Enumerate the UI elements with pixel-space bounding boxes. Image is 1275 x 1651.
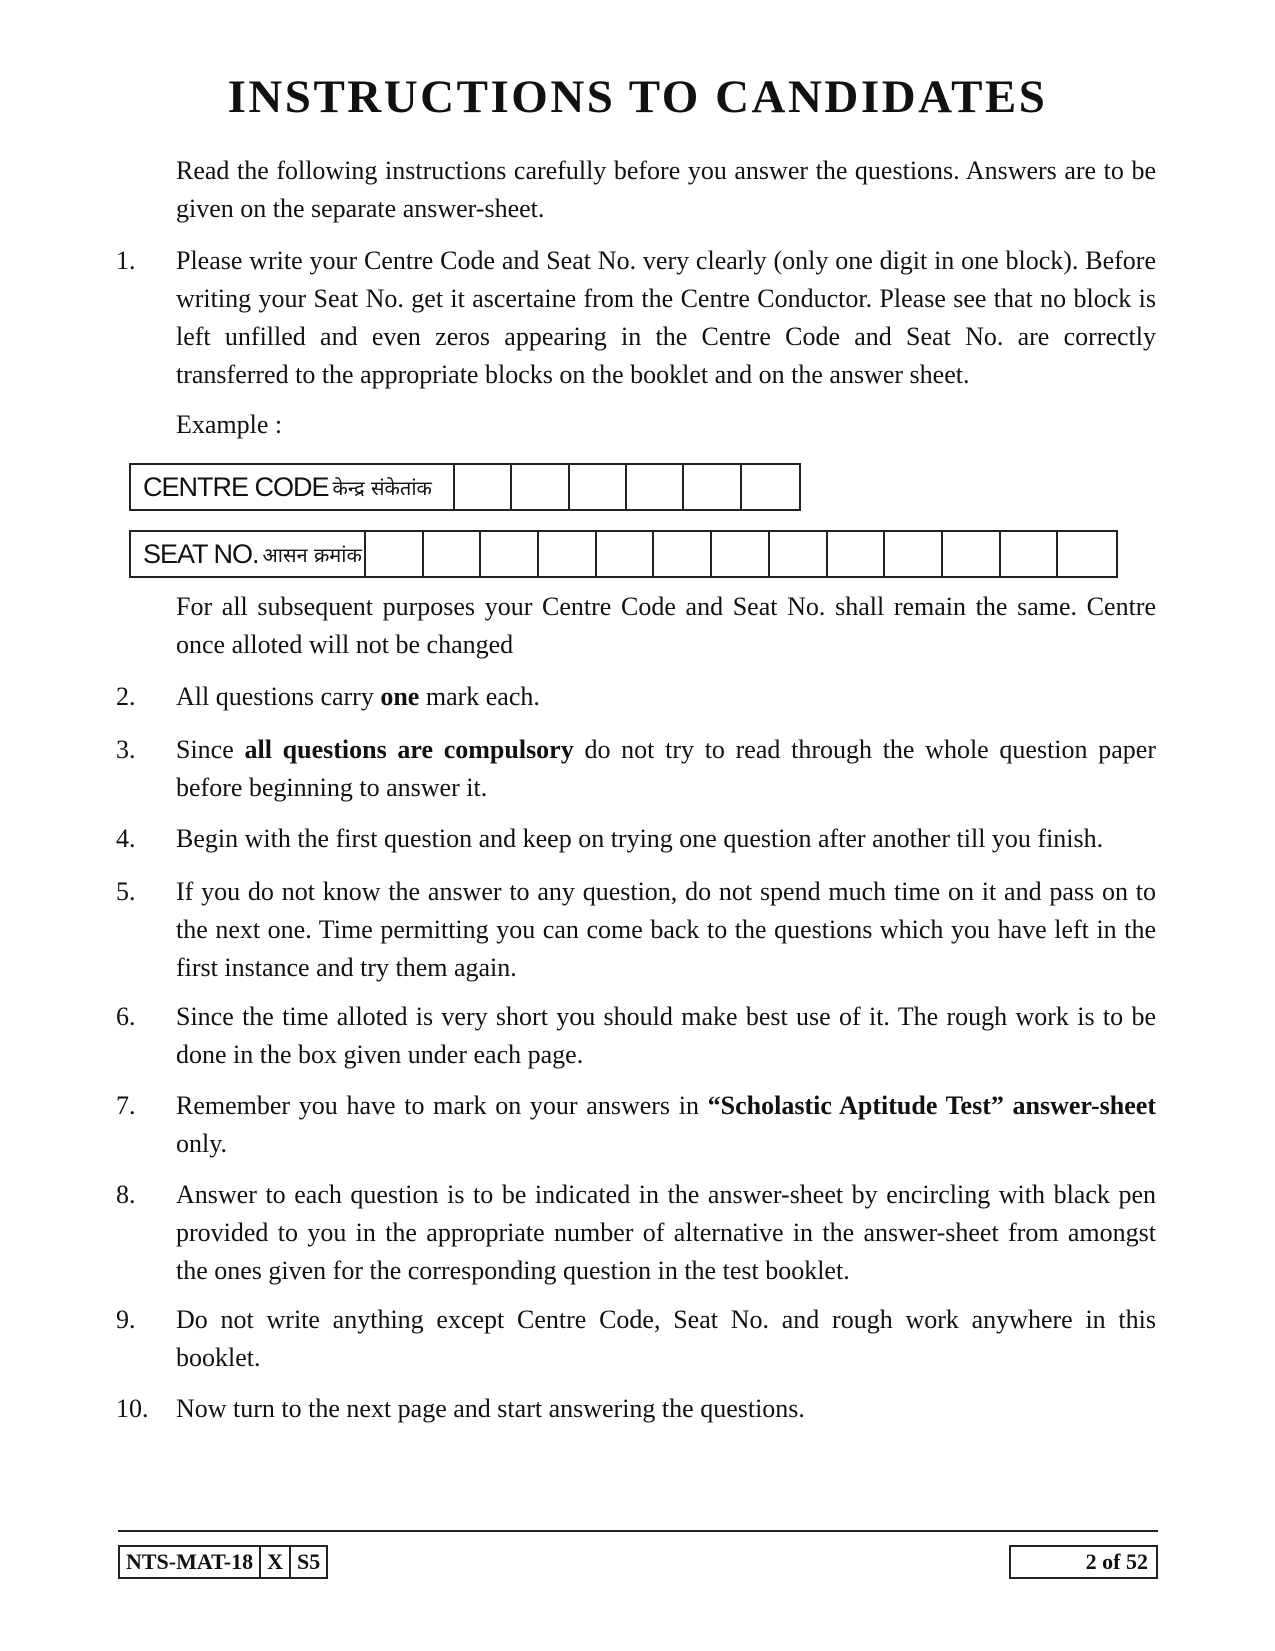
footer-paper-code bbox=[118, 1545, 328, 1579]
item-text bbox=[176, 998, 1156, 1074]
item-text-part: Please write your Centre Code and Seat No. very clearly (only one digit in one block). Before writing your Seat No. get it ascertaine from the Centre Conductor. Please see that no block is left unfilled and even zeros appearing in the Centre Code and Seat No. are correctly transferred to the appropriate blocks on the booklet and on the answer sheet. bbox=[176, 246, 1156, 389]
seat-no-label bbox=[131, 532, 366, 576]
item-text-part: Answer to each question is to be indicated in the answer-sheet by encircling with black pen provided to you in the appropriate number of alternative in the answer-sheet from amongst the ones given for the corresponding question in the test booklet. bbox=[176, 1180, 1156, 1285]
seat-no-cell[interactable] bbox=[1058, 532, 1116, 576]
item-number: 3. bbox=[116, 735, 136, 764]
item-text-part: Since bbox=[176, 735, 245, 764]
item-text-part: Now turn to the next page and start answering the questions. bbox=[176, 1394, 805, 1423]
item-text-bold: “Scholastic Aptitude Test” answer-sheet bbox=[707, 1091, 1156, 1120]
seat-no-cell[interactable] bbox=[770, 532, 828, 576]
item-text-part: Since the time alloted is very short you should make best use of it. The rough work is to be done in the box given under each page. bbox=[176, 1002, 1156, 1069]
centre-code-cell[interactable] bbox=[570, 465, 627, 509]
paper-code: NTS-MAT-18 bbox=[120, 1547, 261, 1577]
followup-paragraph: For all subsequent purposes your Centre Code and Seat No. shall remain the same. Centre once alloted will not be changed bbox=[176, 592, 1156, 659]
centre-code-box bbox=[129, 463, 801, 511]
centre-code-cell[interactable] bbox=[627, 465, 684, 509]
item-text bbox=[176, 1176, 1156, 1290]
item-text-part: mark each. bbox=[419, 682, 540, 711]
item-text bbox=[176, 731, 1156, 807]
intro-paragraph: Read the following instructions carefully before you answer the questions. Answers are to be given on the separate answer-sheet. bbox=[176, 156, 1156, 223]
seat-no-cell[interactable] bbox=[885, 532, 943, 576]
seat-no-cell[interactable] bbox=[481, 532, 539, 576]
item-number: 7. bbox=[116, 1091, 136, 1120]
item-text-bold: all questions are compulsory bbox=[244, 735, 574, 764]
example-label: Example : bbox=[176, 410, 283, 439]
seat-no-cell[interactable] bbox=[828, 532, 886, 576]
centre-code-cell[interactable] bbox=[684, 465, 741, 509]
seat-no-cell[interactable] bbox=[712, 532, 770, 576]
item-number: 4. bbox=[116, 824, 136, 853]
item-text-part: Remember you have to mark on your answers in bbox=[176, 1091, 708, 1120]
item-text-part: Begin with the first question and keep on trying one question after another till you finish. bbox=[176, 824, 1104, 853]
seat-no-label-hi: आसन क्रमांक bbox=[262, 542, 362, 567]
item-text-part: Do not write anything except Centre Code, Seat No. and rough work anywhere in this booklet. bbox=[176, 1305, 1156, 1372]
seat-no-cell[interactable] bbox=[943, 532, 1001, 576]
centre-code-label-hi: केन्द्र संकेतांक bbox=[332, 475, 432, 500]
item-text-part: do not try to read through the whole question paper before beginning to answer it. bbox=[176, 735, 1156, 802]
item-number: 8. bbox=[116, 1180, 136, 1209]
item-number: 9. bbox=[116, 1305, 136, 1334]
item-text bbox=[176, 1390, 1156, 1428]
seat-no-cell[interactable] bbox=[539, 532, 597, 576]
centre-code-cell[interactable] bbox=[512, 465, 569, 509]
item-text bbox=[176, 873, 1156, 987]
footer-divider bbox=[118, 1530, 1158, 1532]
item-number: 2. bbox=[116, 682, 136, 711]
item-text-part: If you do not know the answer to any question, do not spend much time on it and pass on to the next one. Time permitting you can come back to the questions which you have left in the first instance and try them again. bbox=[176, 877, 1156, 982]
section-code: S5 bbox=[297, 1549, 321, 1574]
centre-code-cell[interactable] bbox=[455, 465, 512, 509]
item-number: 5. bbox=[116, 877, 136, 906]
item-text-part: All questions carry bbox=[176, 682, 381, 711]
item-text bbox=[176, 678, 1156, 716]
item-text-part: only. bbox=[176, 1129, 228, 1158]
item-text-bold: one bbox=[380, 682, 420, 711]
item-text bbox=[176, 242, 1156, 394]
centre-code-label-en: CENTRE CODE bbox=[143, 471, 329, 502]
seat-no-cell[interactable] bbox=[424, 532, 482, 576]
seat-no-cell[interactable] bbox=[654, 532, 712, 576]
item-text bbox=[176, 820, 1156, 858]
centre-code-label bbox=[131, 465, 455, 509]
item-number: 1. bbox=[116, 246, 136, 275]
item-number: 6. bbox=[116, 1002, 136, 1031]
seat-no-cell[interactable] bbox=[1001, 532, 1059, 576]
page-title: INSTRUCTIONS TO CANDIDATES bbox=[227, 71, 1048, 123]
seat-no-box bbox=[129, 530, 1118, 578]
seat-no-cell[interactable] bbox=[597, 532, 655, 576]
seat-no-cell[interactable] bbox=[366, 532, 424, 576]
item-text bbox=[176, 1087, 1156, 1163]
item-number: 10. bbox=[116, 1394, 149, 1423]
item-text bbox=[176, 1301, 1156, 1377]
page-number: 2 of 52 bbox=[1009, 1545, 1158, 1579]
class-code: X bbox=[261, 1547, 291, 1577]
seat-no-label-en: SEAT NO. bbox=[143, 538, 259, 569]
centre-code-cell[interactable] bbox=[742, 465, 799, 509]
